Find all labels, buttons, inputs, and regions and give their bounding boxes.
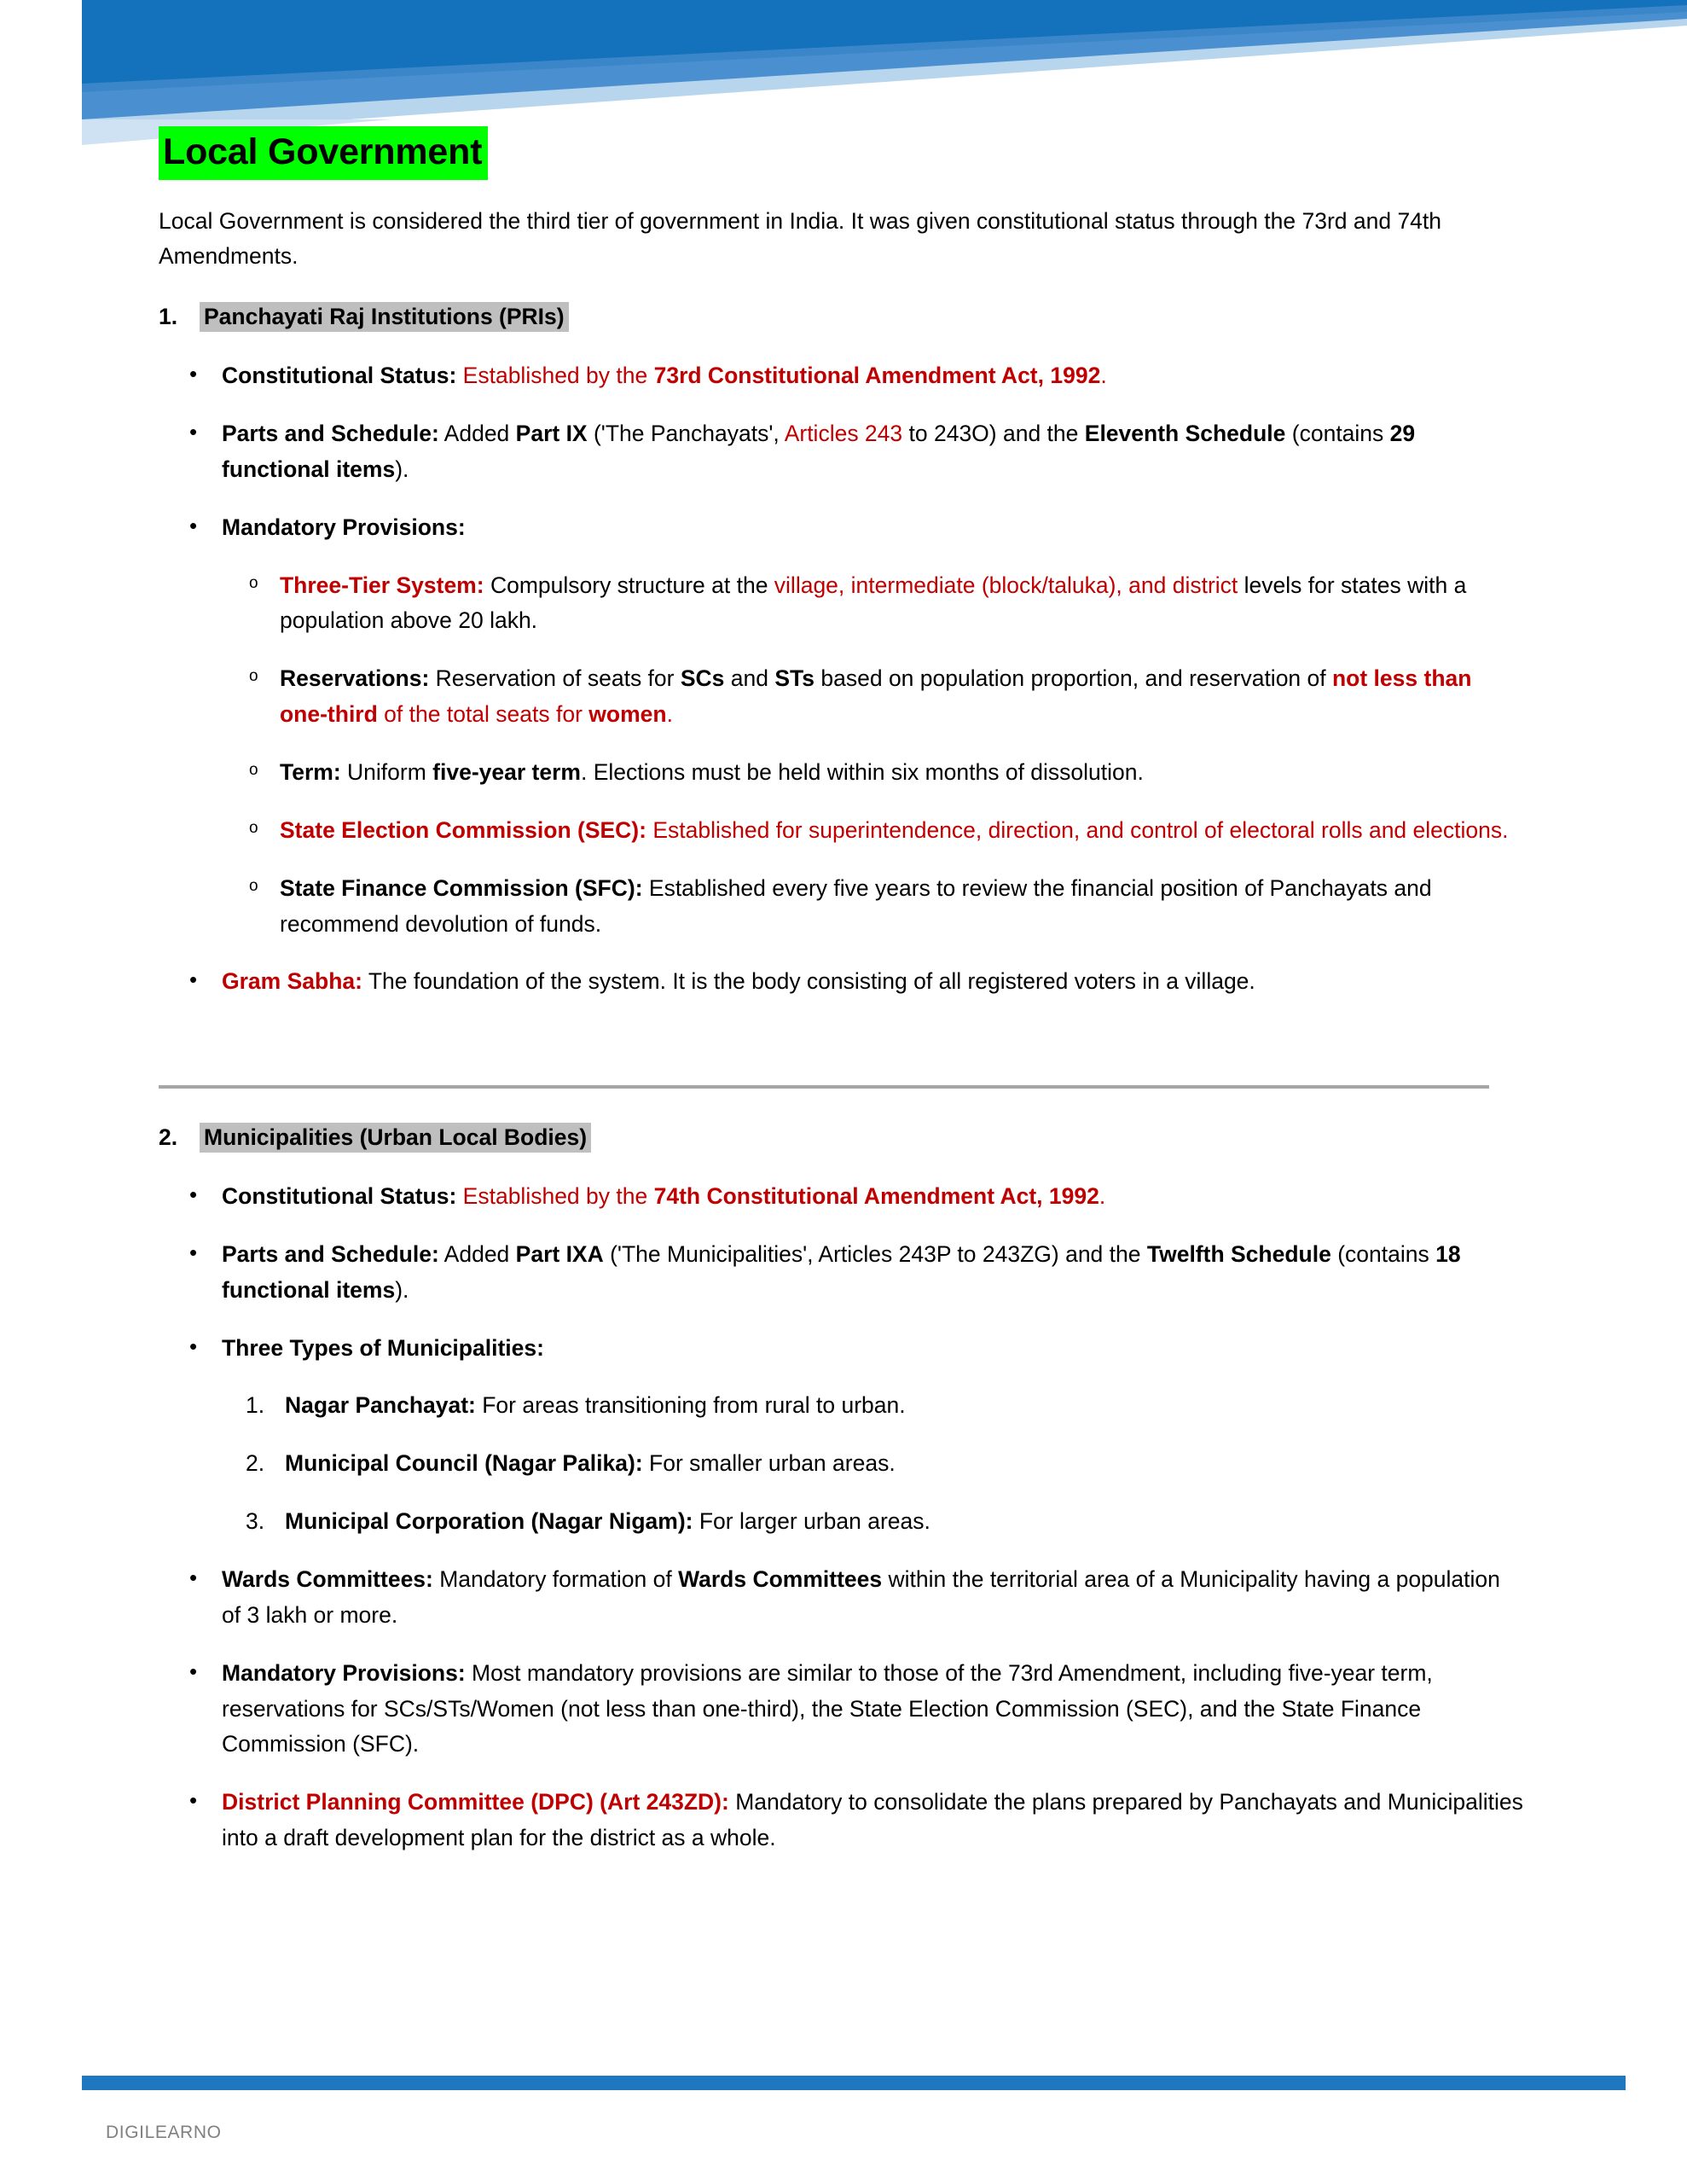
text-run bbox=[456, 1183, 462, 1209]
text-run: Gram Sabha: bbox=[222, 968, 362, 995]
text-run: based on population proportion, and reservation of bbox=[815, 665, 1332, 692]
ulb-mandatory-provisions bbox=[159, 1656, 1523, 1763]
text-run: Mandatory Provisions: bbox=[222, 514, 466, 540]
text-run: Parts and Schedule: bbox=[222, 1240, 439, 1267]
text-run bbox=[456, 363, 462, 388]
sections-container bbox=[159, 300, 1523, 1856]
text-run: to 243O) and the bbox=[902, 420, 1085, 446]
page-title-highlight: Local Government bbox=[159, 126, 488, 180]
pri-state-election-commission bbox=[222, 813, 1523, 849]
text-run: Added bbox=[438, 420, 516, 446]
text-run: not less than one-third bbox=[280, 665, 1472, 728]
ulb-municipal-council bbox=[222, 1446, 1523, 1482]
text-run: For smaller urban areas. bbox=[642, 1450, 896, 1477]
text-run: Nagar Panchayat: bbox=[285, 1392, 476, 1419]
text-run: (contains bbox=[1285, 420, 1390, 446]
text-run: Mandatory to consolidate the plans prepared by Panchayats and Municipalities into a draft development plan for the district as a whole. bbox=[222, 1789, 1523, 1851]
text-run: Term: bbox=[280, 758, 341, 785]
text-run: Reservations: bbox=[280, 665, 430, 692]
text-run: Wards Committees bbox=[678, 1566, 883, 1592]
pri-reservations bbox=[222, 661, 1523, 733]
text-run: Eleventh Schedule bbox=[1084, 420, 1286, 446]
section-number: 1. bbox=[159, 304, 178, 330]
pri-mandatory-provisions bbox=[159, 510, 1523, 943]
text-run: Twelfth Schedule bbox=[1146, 1240, 1331, 1267]
text-run: . Elections must be held within six months of dissolution. bbox=[581, 758, 1144, 785]
page-title bbox=[159, 126, 1523, 180]
text-run: Established by the bbox=[462, 1182, 654, 1209]
pri-term bbox=[222, 755, 1523, 791]
text-run: Established by the bbox=[462, 363, 654, 389]
text-run: For larger urban areas. bbox=[693, 1508, 930, 1535]
section-heading bbox=[159, 300, 1523, 334]
text-run: Most mandatory provisions are similar to those of the 73rd Amendment, including five-year term, reservations for SCs/STs/Women (not less than one-third), the State Election Commission (SEC), and the State Finance Commission (SFC). bbox=[222, 1659, 1433, 1757]
section-spacer bbox=[159, 1022, 1523, 1056]
text-run: Established every five years to review the financial position of Panchayats and recommend devolution of funds. bbox=[280, 874, 1432, 937]
text-run: (contains bbox=[1330, 1240, 1436, 1267]
intro-paragraph: Local Government is considered the third tier of government in India. It was given constitutional status through the 73rd and 74th Amendments. bbox=[159, 207, 1442, 270]
text-run: STs bbox=[774, 665, 815, 692]
ulb-nagar-panchayat bbox=[222, 1388, 1523, 1424]
section-heading-label: Panchayati Raj Institutions (PRIs) bbox=[200, 302, 569, 332]
text-run: District Planning Committee (DPC) (Art 243ZD): bbox=[222, 1789, 729, 1815]
text-run: levels for states with a population above 20 lakh. bbox=[280, 572, 1467, 634]
text-run: Articles 243 bbox=[784, 420, 903, 446]
section-divider bbox=[159, 1085, 1489, 1089]
text-run: ('The Panchayats', bbox=[587, 420, 785, 446]
document-section bbox=[159, 1022, 1523, 1856]
text-run: Uniform bbox=[340, 758, 433, 785]
text-run: Three Types of Municipalities: bbox=[222, 1334, 544, 1361]
document-body bbox=[159, 126, 1523, 1879]
text-run: Reservation of seats for bbox=[429, 665, 681, 692]
text-run: For areas transitioning from rural to urban. bbox=[475, 1392, 906, 1419]
text-run: Compulsory structure at the bbox=[484, 572, 774, 598]
text-run: and bbox=[724, 665, 775, 692]
text-run: Municipal Council (Nagar Palika): bbox=[285, 1450, 643, 1477]
ulb-three-types bbox=[159, 1331, 1523, 1540]
bullet-sublist bbox=[222, 568, 1523, 943]
text-run: ). bbox=[395, 456, 409, 482]
text-run: Three-Tier System: bbox=[280, 572, 484, 598]
text-run: . bbox=[666, 701, 673, 728]
footer-brand-label: DIGILEARNO bbox=[106, 2123, 222, 2142]
text-run: Constitutional Status: bbox=[222, 363, 457, 389]
text-run: 29 functional items bbox=[222, 420, 1416, 482]
text-run: . bbox=[1099, 1182, 1106, 1209]
pri-state-finance-commission bbox=[222, 871, 1523, 943]
pri-three-tier-system bbox=[222, 568, 1523, 640]
ulb-municipal-corporation bbox=[222, 1504, 1523, 1540]
text-run: State Finance Commission (SFC): bbox=[280, 874, 643, 901]
bullet-list bbox=[159, 1179, 1523, 1856]
footer-accent-bar bbox=[82, 2076, 1626, 2090]
text-run: Part IX bbox=[515, 420, 588, 446]
text-run: Constitutional Status: bbox=[222, 1182, 457, 1209]
bullet-list bbox=[159, 358, 1523, 1000]
text-run: ). bbox=[395, 1276, 409, 1303]
ulb-district-planning-committee bbox=[159, 1785, 1523, 1856]
text-run: of the total seats for bbox=[377, 701, 589, 728]
text-run: ('The Municipalities', Articles 243P to 243ZG) and the bbox=[603, 1240, 1147, 1267]
ulb-parts-and-schedule bbox=[159, 1237, 1523, 1309]
section-heading bbox=[159, 1121, 1523, 1155]
text-run: 18 functional items bbox=[222, 1240, 1461, 1303]
section-heading-label: Municipalities (Urban Local Bodies) bbox=[200, 1123, 591, 1153]
text-run: Added bbox=[438, 1240, 516, 1267]
text-run: SCs bbox=[680, 665, 725, 692]
text-run: Established for superintendence, direction, and control of electoral rolls and elections. bbox=[646, 816, 1509, 843]
text-run: 74th Constitutional Amendment Act, 1992 bbox=[653, 1182, 1099, 1209]
text-run: women bbox=[588, 701, 667, 728]
document-section bbox=[159, 300, 1523, 1000]
text-run: Mandatory Provisions: bbox=[222, 1659, 466, 1686]
text-run: The foundation of the system. It is the body consisting of all registered voters in a village. bbox=[362, 968, 1255, 995]
numbered-sublist bbox=[222, 1388, 1523, 1540]
pri-gram-sabha bbox=[159, 964, 1523, 1000]
text-run: village, intermediate (block/taluka), and district bbox=[774, 572, 1238, 598]
text-run: State Election Commission (SEC): bbox=[280, 816, 646, 843]
text-run: Parts and Schedule: bbox=[222, 420, 439, 446]
text-run: Mandatory formation of bbox=[432, 1566, 679, 1592]
text-run: five-year term bbox=[432, 758, 581, 785]
text-run: Wards Committees: bbox=[222, 1566, 433, 1592]
text-run: Part IXA bbox=[515, 1240, 604, 1267]
text-run: 73rd Constitutional Amendment Act, 1992 bbox=[653, 363, 1101, 389]
ulb-wards-committees bbox=[159, 1562, 1523, 1634]
section-number: 2. bbox=[159, 1124, 178, 1151]
ulb-constitutional-status bbox=[159, 1179, 1523, 1215]
text-run: Municipal Corporation (Nagar Nigam): bbox=[285, 1508, 693, 1535]
text-run: within the territorial area of a Municipality having a population of 3 lakh or more. bbox=[222, 1566, 1500, 1628]
pri-constitutional-status bbox=[159, 358, 1523, 394]
pri-parts-and-schedule bbox=[159, 416, 1523, 488]
text-run: . bbox=[1100, 363, 1107, 389]
